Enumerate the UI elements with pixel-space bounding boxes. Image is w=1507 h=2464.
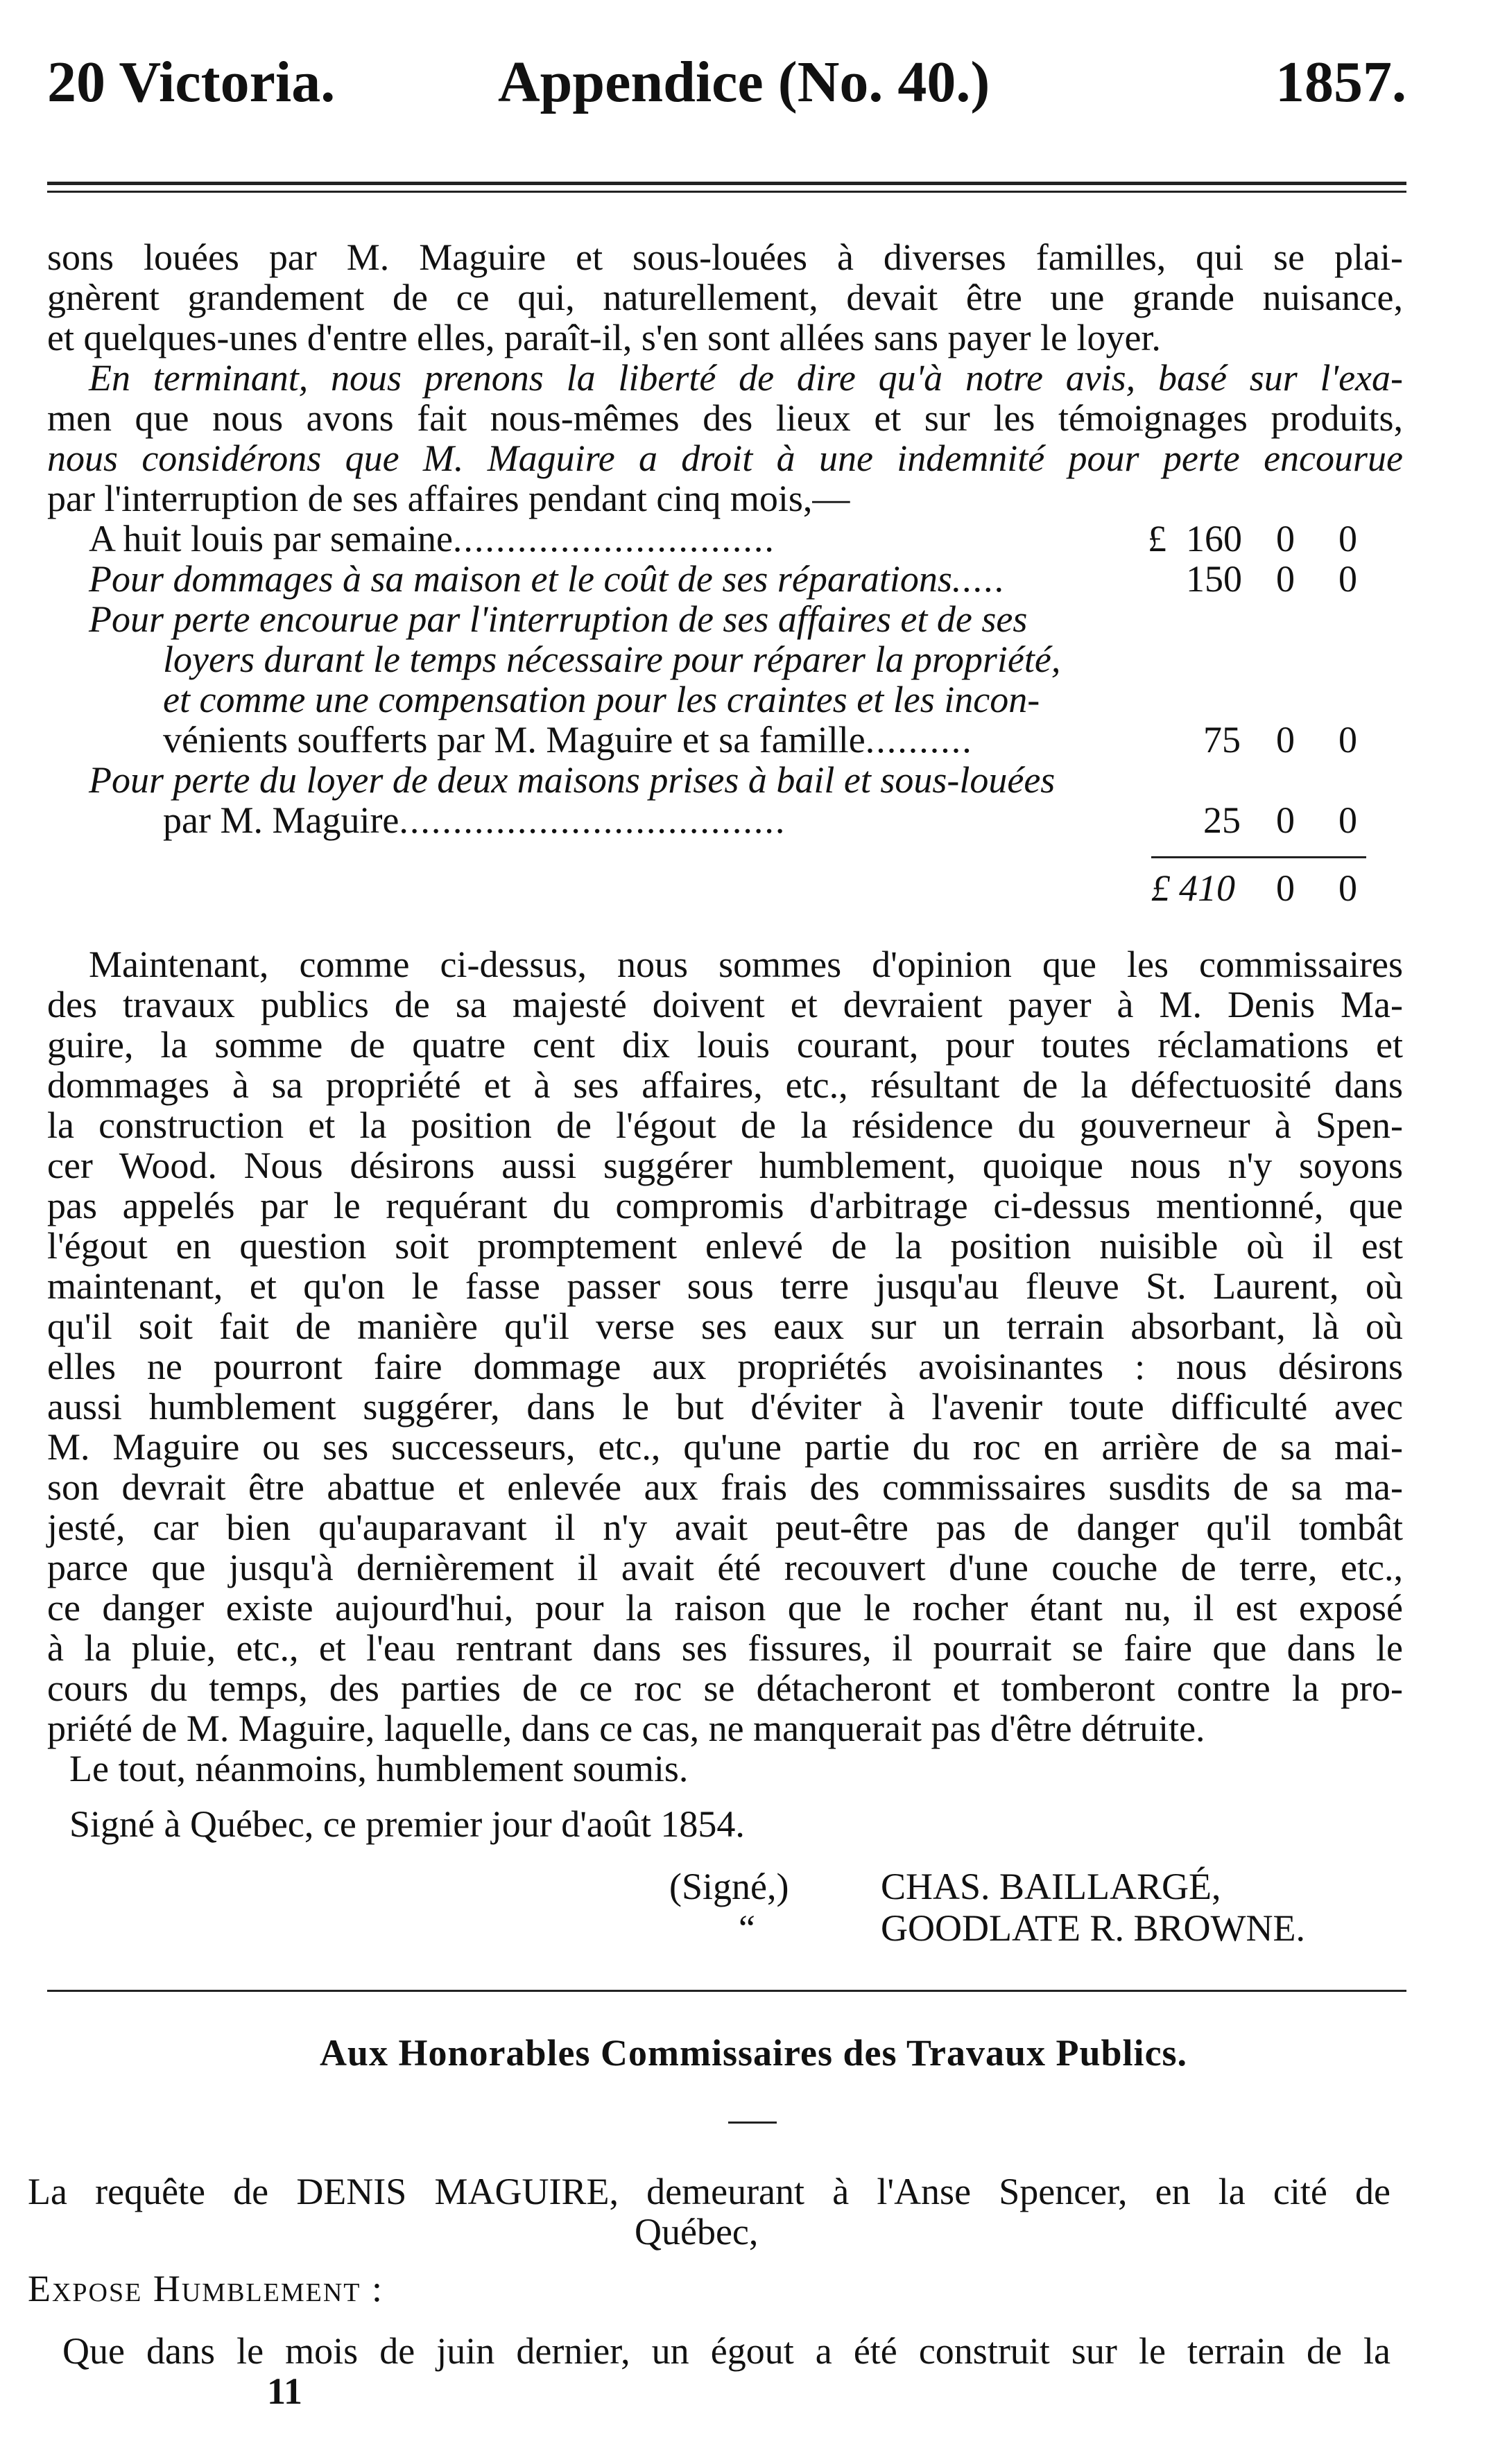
total-shillings: 0 [1276,867,1295,909]
text-line: Maintenant, comme ci-dessus, nous sommes d'opinion que les commissaires [89,944,1403,985]
claim-row [89,557,1006,600]
claim-row: loyers durant le temps nécessaire pour réparer la propriété, [163,639,1061,680]
claim-shillings: 0 [1276,799,1295,841]
header-rule-top [47,182,1406,185]
text-line: sons louées par M. Maguire et sous-louées à diverses familles, qui se plai- [47,236,1403,278]
signed-place-date: Signé à Québec, ce premier jour d'août 1854. [69,1803,745,1845]
claim-shillings: 0 [1276,518,1295,559]
claim-pounds: 75 [1203,719,1241,761]
text-line: cours du temps, des parties de ce roc se détacheront et tomberont contre la pro- [47,1667,1403,1709]
short-rule [728,2122,777,2124]
text-line: son devrait être abattue et enlevée aux frais des commissaires susdits de sa ma- [47,1466,1403,1508]
text-line: qu'il soit fait de manière qu'il verse ses eaux sur un terrain absorbant, là où [47,1305,1403,1347]
signature-label: (Signé,) [669,1866,789,1907]
claim-pence: 0 [1338,799,1357,841]
text-line: la construction et la position de l'égout de la résidence du gouverneur à Spen- [47,1104,1403,1146]
text-line: guire, la somme de quatre cent dix louis courant, pour toutes réclamations et [47,1024,1403,1066]
text-line: elles ne pourront faire dommage aux propriétés avoisinantes : nous désirons [47,1346,1403,1387]
claim-leader: .............................. [452,518,775,559]
text-line: cer Wood. Nous désirons aussi suggérer humblement, quoique nous n'y soyons [47,1145,1403,1186]
text-line: par l'interruption de ses affaires pendant cinq mois,— [47,478,850,519]
expose-heading: Expose Humblement : [28,2268,384,2309]
text-line: aussi humblement suggérer, dans le but d'éviter à l'avenir toute difficulté avec [47,1386,1403,1428]
text-line: et quelques-unes d'entre elles, paraît-il, s'en sont allées sans payer le loyer. [47,317,1161,358]
claim-pence: 0 [1338,518,1357,559]
claim-text: Pour dommages à sa maison et le coût de ses réparations [89,558,952,600]
text-line: l'égout en question soit promptement enlevé de la position nuisible où il est [47,1225,1403,1267]
text-line: jesté, car bien qu'auparavant il n'y avait peut-être pas de danger qu'il tombât [47,1507,1403,1548]
header-rule-bottom [47,191,1406,193]
signatory-baillarge: CHAS. BAILLARGÉ, [881,1866,1221,1907]
total-pounds: 410 [1179,867,1235,909]
claim-text: A huit louis par semaine [89,518,453,559]
section-divider [47,1990,1406,1992]
petition-opening: La requête de DENIS MAGUIRE, demeurant à l'Anse Spencer, en la cité de [28,2171,1390,2212]
text-line: men que nous avons fait nous-mêmes des lieux et sur les témoignages produits, [47,397,1403,439]
claim-leader: .................................... [399,799,786,841]
signature-ditto-mark: “ [739,1907,755,1949]
claim-row: Pour perte encourue par l'interruption de ses affaires et de ses [89,598,1028,640]
text-line: priété de M. Maguire, laquelle, dans ce cas, ne manquerait pas d'être détruite. [47,1708,1205,1749]
text-line: à la pluie, etc., et l'eau rentrant dans ses fissures, il pourrait se faire que dans le [47,1627,1403,1669]
claim-row [163,799,786,842]
section-title: Aux Honorables Commissaires des Travaux Publics. [319,2032,1188,2074]
header-session: 20 Victoria. [47,50,336,114]
text-line: gnèrent grandement de ce qui, naturellement, devait être une grande nuisance, [47,277,1403,318]
claim-leader: .......... [865,719,973,761]
claim-text: par M. Maguire [163,799,399,841]
page-marker: 11 [267,2370,303,2412]
total-pound-sign: £ [1151,867,1170,909]
claim-pounds: 25 [1203,799,1241,841]
petition-line: Que dans le mois de juin dernier, un égout a été construit sur le terrain de la [62,2330,1390,2372]
claim-row [89,517,775,560]
text-line: En terminant, nous prenons la liberté de dire qu'à notre avis, basé sur l'exa- [89,357,1403,399]
text-line: pas appelés par le requérant du compromis d'arbitrage ci-dessus mentionné, que [47,1185,1403,1226]
claim-text: vénients soufferts par M. Maguire et sa famille [163,719,866,761]
total-pence: 0 [1338,867,1357,909]
claim-shillings: 0 [1276,719,1295,761]
petition-opening-continued: Québec, [635,2211,759,2253]
text-line: maintenant, et qu'on le fasse passer sous terre jusqu'au fleuve St. Laurent, où [47,1265,1403,1307]
text-line: dommages à sa propriété et à ses affaires, etc., résultant de la défectuosité dans [47,1064,1403,1106]
header-year: 1857. [1275,50,1406,114]
claim-row: et comme une compensation pour les craintes et les incon- [163,679,1040,720]
claim-pounds: 160 [1186,518,1242,559]
closing-remark: Le tout, néanmoins, humblement soumis. [69,1748,689,1789]
claim-pounds: 150 [1186,558,1242,600]
claim-leader: ..... [951,558,1006,600]
text-line: parce que jusqu'à dernièrement il avait été recouvert d'une couche de terre, etc., [47,1547,1403,1588]
text-line: nous considérons que M. Maguire a droit à une indemnité pour perte encourue [47,437,1403,479]
text-line: M. Maguire ou ses successeurs, etc., qu'une partie du roc en arrière de sa mai- [47,1426,1403,1468]
claim-pound-sign: £ [1148,518,1166,559]
signatory-browne: GOODLATE R. BROWNE. [881,1907,1305,1949]
sum-rule [1151,856,1366,858]
text-line: des travaux publics de sa majesté doivent et devraient payer à M. Denis Ma- [47,984,1403,1025]
claim-pence: 0 [1338,558,1357,600]
claim-row: Pour perte du loyer de deux maisons prises à bail et sous-louées [89,759,1056,801]
text-line: ce danger existe aujourd'hui, pour la raison que le rocher étant nu, il est exposé [47,1587,1403,1629]
claim-shillings: 0 [1276,558,1295,600]
running-header [47,49,1406,132]
claim-pence: 0 [1338,719,1357,761]
header-appendix: Appendice (No. 40.) [498,50,990,114]
claim-row [163,718,973,761]
